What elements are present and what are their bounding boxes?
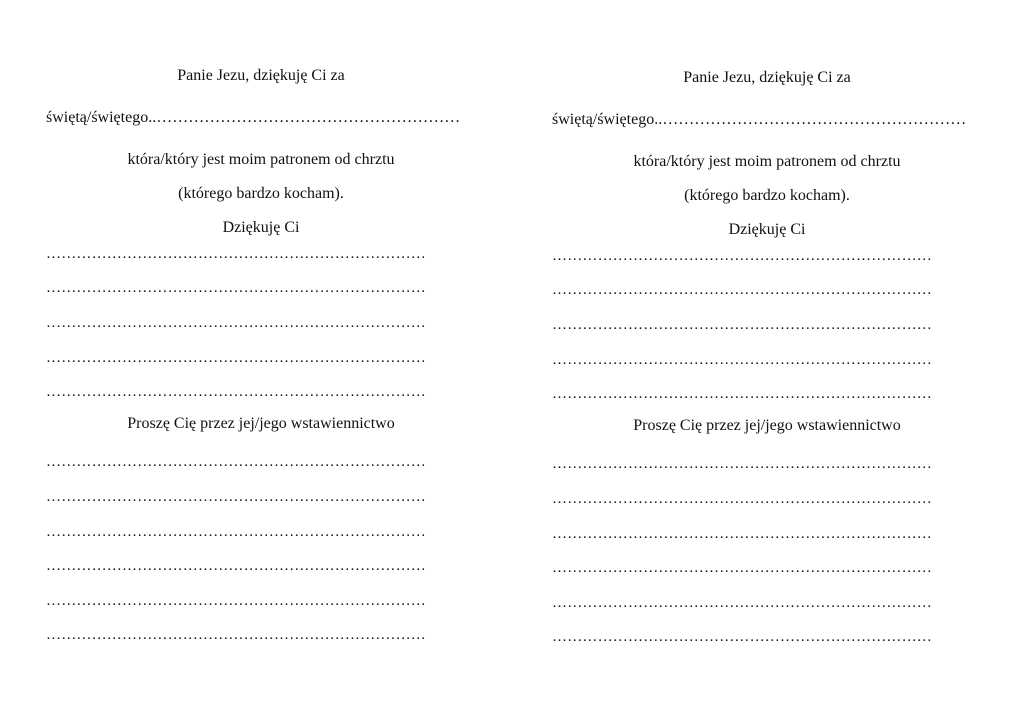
thanks-write-line: …………………………………………………………………: [46, 315, 426, 331]
patron-line: która/który jest moim patronem od chrztu: [633, 153, 901, 170]
saint-name-line: świętą/świętego..…………………………………………………: [46, 109, 461, 126]
love-line: (którego bardzo kocham).: [684, 187, 850, 204]
prayer-card-right: [552, 64, 982, 684]
thanks-write-line: …………………………………………………………………: [552, 386, 932, 402]
saint-name-line: świętą/świętego..…………………………………………………: [552, 111, 967, 128]
thanks-write-line: …………………………………………………………………: [46, 384, 426, 400]
intercession-write-line: …………………………………………………………………: [552, 595, 932, 611]
thanks-write-line: …………………………………………………………………: [46, 350, 426, 366]
intercession-write-line: …………………………………………………………………: [46, 454, 426, 470]
intercession-write-line: …………………………………………………………………: [46, 627, 426, 643]
thanks-write-line: …………………………………………………………………: [552, 282, 932, 298]
intercession-write-line: …………………………………………………………………: [552, 491, 932, 507]
intercession-write-line: …………………………………………………………………: [552, 526, 932, 542]
thanks-write-line: …………………………………………………………………: [46, 246, 426, 262]
thanks-write-line: …………………………………………………………………: [552, 248, 932, 264]
thanks-heading: Dziękuję Ci: [728, 221, 806, 238]
thanks-heading: Dziękuję Ci: [222, 219, 300, 236]
intercession-write-line: …………………………………………………………………: [46, 524, 426, 540]
intercession-write-line: …………………………………………………………………: [552, 629, 932, 645]
patron-line: która/który jest moim patronem od chrztu: [127, 151, 395, 168]
thanks-write-line: …………………………………………………………………: [552, 352, 932, 368]
love-line: (którego bardzo kocham).: [178, 185, 344, 202]
prayer-card-left: [46, 62, 476, 682]
prayer-intro: Panie Jezu, dziękuję Ci za: [177, 67, 345, 84]
intercession-write-line: …………………………………………………………………: [46, 558, 426, 574]
intercession-write-line: …………………………………………………………………: [552, 560, 932, 576]
intercession-write-line: …………………………………………………………………: [46, 489, 426, 505]
intercession-heading: Proszę Cię przez jej/jego wstawiennictwo: [633, 417, 901, 434]
thanks-write-line: …………………………………………………………………: [552, 317, 932, 333]
intercession-write-line: …………………………………………………………………: [552, 456, 932, 472]
prayer-intro: Panie Jezu, dziękuję Ci za: [683, 69, 851, 86]
intercession-heading: Proszę Cię przez jej/jego wstawiennictwo: [127, 415, 395, 432]
thanks-write-line: …………………………………………………………………: [46, 280, 426, 296]
intercession-write-line: …………………………………………………………………: [46, 593, 426, 609]
